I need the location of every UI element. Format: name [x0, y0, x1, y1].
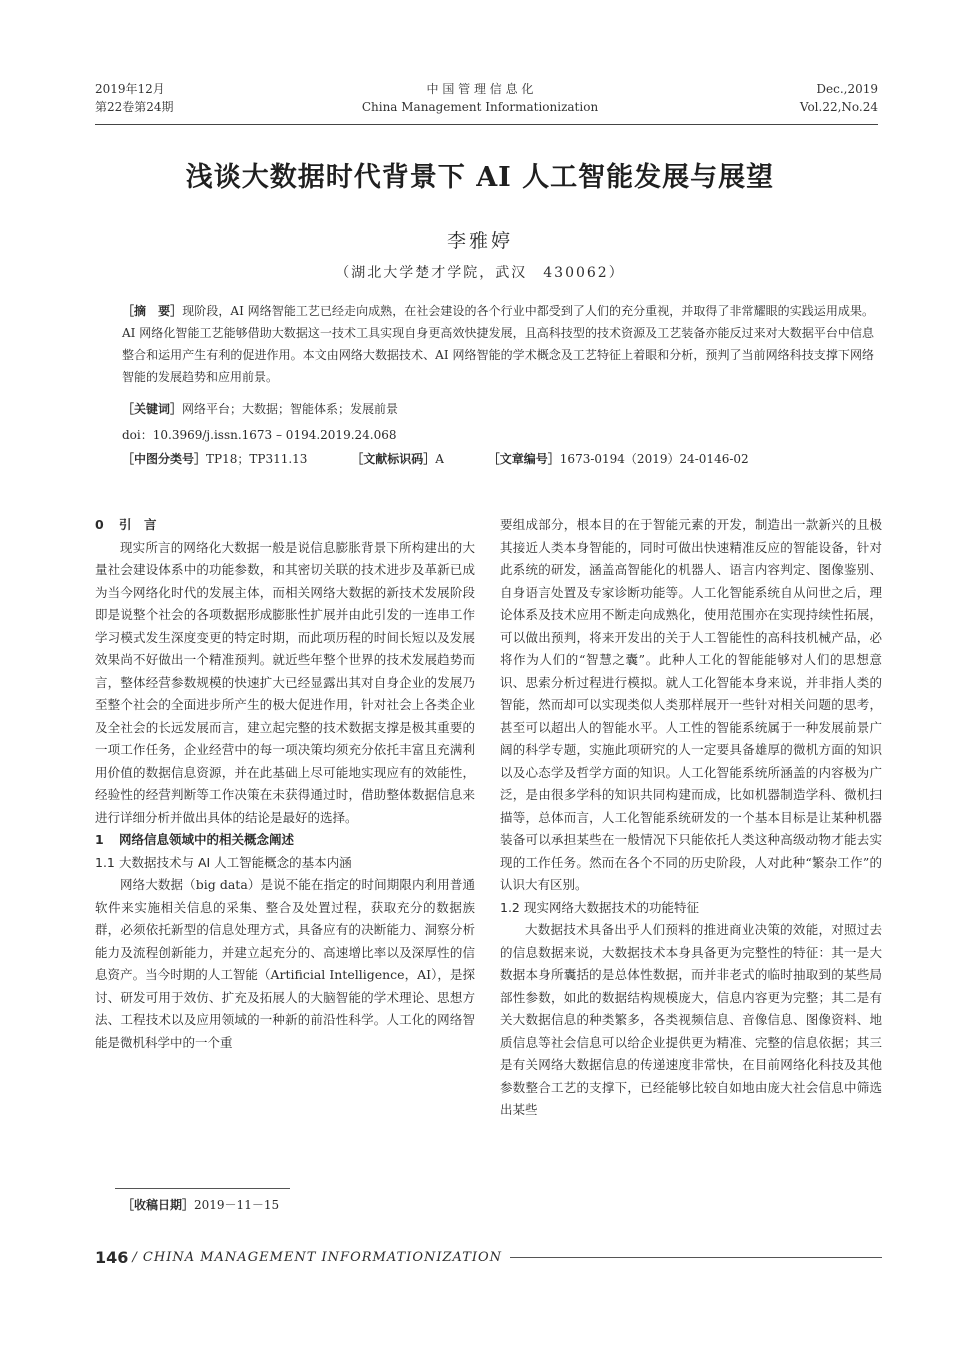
received-date-value: 2019－11－15: [194, 1198, 280, 1212]
doc-code-value: A: [435, 452, 444, 466]
page-number: 146: [95, 1248, 129, 1267]
journal-name-cn: 中 国 管 理 信 息 化: [426, 82, 534, 96]
issue-volume-cn: 第22卷第24期: [95, 100, 174, 114]
page-footer: [95, 1248, 882, 1267]
section-heading-0: 0 引 言: [95, 517, 157, 532]
doi: doi：10.3969/j.issn.1673 – 0194.2019.24.068: [122, 428, 397, 442]
doc-code-label: ［文献标识码］: [351, 452, 436, 466]
section-heading-1: 1 网络信息领域中的相关概念阐述: [95, 832, 295, 847]
body-column-right: [500, 514, 882, 1122]
abstract: [122, 300, 874, 388]
author-affiliation: （湖北大学楚才学院，武汉 430062）: [335, 265, 625, 281]
header-rule: [95, 124, 878, 125]
issue-volume-en: Vol.22,No.24: [799, 100, 878, 114]
abstract-label: ［摘 要］: [122, 304, 183, 318]
footnote-rule: [115, 1188, 290, 1189]
abstract-text: 现阶段，AI 网络智能工艺已经走向成熟，在社会建设的各个行业中都受到了人们的充分重视，并取得了非常耀眼的实践运用成果。AI 网络化智能工艺能够借助大数据这一技术工具实现自身更高效快捷发展，且高科技型的技术资源及工艺装备亦能反过来对大数据平台中信息整合和运用产生有利的促进作用。本文由网络大数据技术、AI 网络智能的学术概念及工艺特征上着眼和分析，预判了当前网络科技支撑下网络智能的发展趋势和应用前景。: [122, 304, 874, 384]
article-no-label: ［文章编号］: [487, 452, 560, 466]
keywords-text: 网络平台；大数据；智能体系；发展前景: [182, 402, 399, 416]
keywords: [122, 400, 398, 418]
document-code: [351, 452, 444, 466]
paragraph: 网络大数据（big data）是说不能在指定的时间期限内利用普通软件来实施相关信息的采集、整合及处置过程，获取充分的数据族群，必须依托新型的信息处理方式，具备应有的决断能力、洞察分析能力及流程创新能力，并建立起充分的、高速增比率以及深厚性的信息资产。当今时期的人工智能（Artificial Intelligence，AI），是探讨、研发可用于效仿、扩充及拓展人的大脑智能的学术理论、思想方法、工程技术以及应用领域的一种新的前沿性科学。人工化的网络智能是微机科学中的一个重: [95, 877, 475, 1050]
paragraph: 要组成部分，根本目的在于智能元素的开发，制造出一款新兴的且极其接近人类本身智能的，同时可做出快速精准反应的智能设备，针对此系统的研发，涵盖高智能化的机器人、语言内容判定、图像鉴别、自身语言处置及专家诊断功能等。人工化智能系统自从问世之后，理论体系及技术应用不断走向成熟化，使用范围亦在实现持续性拓展，可以做出预判，将来开发出的关于人工智能性的高科技机械产品，必将作为人们的“智慧之囊”。此种人工化的智能能够对人们的思想意识、思索分析过程进行模拟。就人工化智能本身来说，并非指人类的智能，然而却可以实现类似人类那样展开一些针对相关问题的思考，甚至可以超出人的智能水平。人工性的智能系统属于一种发展前景广阔的科学专题，实施此项研究的人一定要具备雄厚的微机方面的知识以及心态学及哲学方面的知识。人工化智能系统所涵盖的内容极为广泛，是由很多学科的知识共同构建而成，比如机器制造学科、微机扫描等，总体而言，人工化智能系统研发的一个基本目标是让某种机器装备可以承担某些在一般情况下只能依托人类这种高级动物才能去实现的工作任务。然而在各个不同的历史阶段，人对此种“繁杂工作”的认识大有区别。: [500, 517, 882, 892]
body-column-left: [95, 514, 475, 1054]
article-title: 浅谈大数据时代背景下 AI 人工智能发展与展望: [185, 162, 775, 193]
clc-label: ［中图分类号］: [122, 452, 207, 466]
classification-row: [122, 450, 874, 468]
footer-rule: [510, 1257, 882, 1258]
clc-number: [122, 452, 307, 466]
article-number: [488, 452, 749, 466]
subsection-heading-1-1: 1.1 大数据技术与 AI 人工智能概念的基本内涵: [95, 854, 352, 870]
journal-name-en: China Management Informationization: [361, 100, 599, 114]
received-date-label: ［收稿日期］: [122, 1198, 195, 1212]
paragraph: 大数据技术具备出乎人们预料的推进商业决策的效能，对照过去的信息数据来说，大数据技术本身具备更为完整性的特征：其一是大数据本身所囊括的是总体性数据，而并非老式的临时抽取到的某些局部性参数，如此的数据结构规模庞大，信息内容更为完整；其二是有关大数据信息的种类繁多，各类视频信息、音像信息、图像资料、地质信息等社会信息可以给企业提供更为精准、完整的信息依据；其三是有关网络大数据信息的传递速度非常快，在目前网络化科技及其他参数整合工艺的支撑下，已经能够比较自如地由庞大社会信息中筛选出某些: [500, 922, 882, 1117]
author-name: 李雅婷: [446, 230, 513, 252]
running-header-right: [800, 80, 878, 116]
subsection-heading-1-2: 1.2 现实网络大数据技术的功能特征: [500, 899, 700, 915]
footer-journal-name: / CHINA MANAGEMENT INFORMATIONIZATION: [132, 1250, 503, 1265]
received-date: [122, 1196, 279, 1213]
issue-date-en: Dec.,2019: [816, 82, 878, 96]
keywords-label: ［关键词］: [122, 402, 183, 416]
clc-value: TP18；TP311.13: [206, 452, 308, 466]
issue-date-cn: 2019年12月: [95, 82, 165, 96]
paragraph: 现实所言的网络化大数据一般是说信息膨胀背景下所构建出的大量社会建设体系中的功能参数，和其密切关联的技术进步及革新已成为当今网络化时代的发展主体，而相关网络大数据的新技术发展阶段即是说整个社会的各项数据形成膨胀性扩展并由此引发的一连串工作学习模式发生深度变更的特定时期，而此项历程的时间长短以及发展效果尚不好做出一个精准预判。就近些年整个世界的技术发展趋势而言，整体经营参数规模的快速扩大已经显露出其对自身企业的发展乃至整个社会的全面进步所产生的极大促进作用，针对社会上各类企业及全社会的长远发展而言，建立起完整的技术数据支撑是极其重要的一项工作任务，企业经营中的每一项决策均须充分依托丰富且充满利用价值的数据信息资源，并在此基础上尽可能地实现应有的效能性，经验性的经营判断等工作决策在未获得通过时，借助整体数据信息来进行详细分析并做出具体的结论是最好的选择。: [95, 539, 475, 825]
article-no-value: 1673-0194（2019）24-0146-02: [559, 452, 749, 466]
